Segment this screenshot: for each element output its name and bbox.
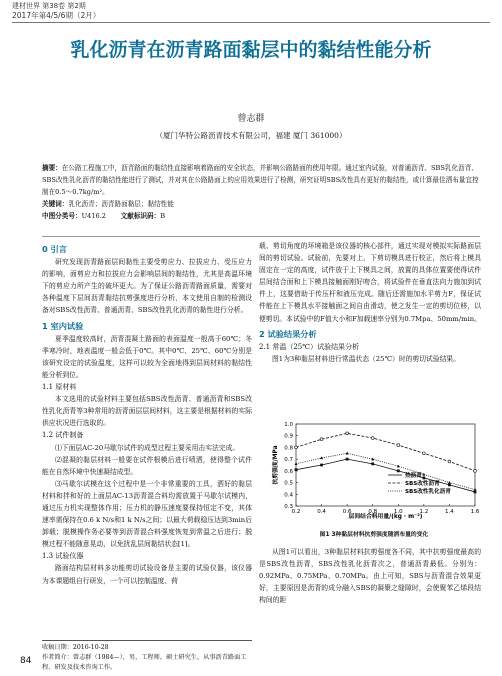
x-tick-label: 0.4 — [317, 509, 326, 515]
abstract-label: 摘要： — [42, 164, 62, 172]
x-tick-label: 1.4 — [445, 509, 454, 515]
paragraph: ⑴下面层AC-20马歇尔试件的成型过程主要采用击实法完成。 — [55, 443, 240, 452]
affiliation: （厦门华特公路沥青技术有限公司，福建 厦门 361000） — [155, 131, 347, 140]
x-tick-label: 0.8 — [368, 509, 378, 515]
paragraph: ⑶马歇尔试模在这个过程中是一个非常重要的工具，洒好的黏层材料和拌和好的上面层AC-13沥青混合料均需放置于马歇尔试模内，通过压力机实现整体作用；压力机的静压速度要保持恒定不变，其体速率需保持在0.6 k N/s和1 k N/s之间；以最大荷载稳压达到3min后卸载；脱模操作务必要等到沥青混合料强度恢复到常温之后进行；脱模过程不能随意晃动，以免扰乱层间黏结状态[1]。 — [42, 479, 252, 549]
data-point — [474, 488, 477, 491]
data-point — [448, 460, 451, 463]
data-point — [320, 464, 323, 467]
right-column — [259, 240, 481, 365]
classification: U416.2 — [81, 212, 106, 220]
y-tick-label: 0.7 — [284, 457, 293, 464]
data-point — [448, 481, 451, 484]
subsection-heading: 1.1 原材料 — [42, 383, 77, 392]
paragraph: 从图1可以看出，3种黏层材料抗剪强度各不同，其中抗剪强度最高的是SBS改性沥青，SBS改性乳化沥青次之，普通沥青最低。分别为：0.92MPa、0.75MPa、0.70MPa。由上可知，SBS与沥青混合效果更好，主要原因是沥青的成分融入SBS的凝聚之缝隙时，会使聚苯乙烯段结构间的距 — [259, 548, 481, 605]
section-heading: 2 试验结果分析 — [259, 328, 317, 339]
paragraph: 图1为3种黏层材料进行常温状态（25℃）时的剪切试验结果。 — [272, 354, 461, 363]
x-tick-label: 0.6 — [342, 509, 352, 515]
data-point — [371, 437, 374, 440]
data-point — [346, 432, 349, 435]
paragraph: 路面结构层材料多功能剪切试验设备是主要的试验仪器，该仪器为本课题组自行研发，一个可以控制温度、荷 — [42, 564, 252, 585]
legend-label: SBS改性沥青 — [405, 481, 440, 487]
keywords-label: 关键词： — [42, 200, 69, 208]
paragraph: 研究发现沥青路面层间黏性主要受剪应力、拉拔应力、受压应力的影响，面剪应力和拉拔应力会影响层间的黏结性，尤其是高温环境下的剪应力所产生的破坏更大。为了保证公路沥青路面质量，需要对各种温度下层间沥青黏结抗剪强度进行分析，本文使用自制的检测设备对SBS改性沥青、普通沥青、SBS改性乳化沥青的黏性进行分析。 — [42, 258, 252, 315]
data-point — [397, 469, 400, 472]
subsection-heading: 1.2 试件制备 — [42, 431, 84, 440]
legend-label: 热沥青 — [405, 473, 422, 479]
doc-code: B — [160, 212, 166, 220]
figure-caption: 图1 3种黏层材料抗剪强度随洒布量的变化 — [319, 532, 429, 538]
data-point — [346, 458, 349, 461]
data-point — [474, 469, 477, 472]
received-date: 收稿日期：2016-10-28 — [42, 644, 109, 651]
abstract-block — [42, 162, 480, 222]
data-point — [295, 468, 298, 471]
shear-strength-chart — [270, 420, 480, 520]
doc-code-label: 文献标识码： — [120, 212, 161, 220]
y-tick-label: 0.3 — [284, 504, 293, 510]
running-header — [12, 2, 100, 20]
issue-line: 2017年第4/5/6期（2月） — [12, 11, 101, 20]
paragraph: 本文选用的试验材料主要包括SBS改性沥青、普通沥青和SBS改性乳化沥青等3种常用的沥青面层层间材料，这主要是根据材料的实际供应状况进行选取的。 — [42, 395, 252, 428]
paragraph: 夏季温度较高时，沥青混凝土路面的表面温度一般高于60℃；冬季寒冷时，地表温度一般会低于0℃。其中0℃、25℃、60℃分别是该研究设定的试验温度，这样可以较为全面地得到层间材料的黏结性能分析到位。 — [42, 334, 252, 379]
y-tick-label: 0.8 — [284, 445, 293, 452]
left-column — [42, 240, 252, 587]
y-tick-label: 0.9 — [284, 433, 293, 440]
data-point — [320, 438, 323, 441]
journal-line: 建材世界 第38卷 第2期 — [12, 2, 86, 10]
paragraph: ⑵混凝的黏层材料一般要在试件根模后进行喷洒，使得整个试件能在自然环境中快速凝结成型。 — [42, 455, 252, 476]
y-tick-label: 0.6 — [284, 468, 293, 475]
paragraph: 载、剪切角度的环境箱是该仪器的核心部件，通过实现对模拟实际路面层间的剪切试验。试验前，先要对上、下剪切模具进行校正，然后将上模具固定在一定的高度，试件放于上下模具之间，放置的具体位置要使得试件层间结合面和上下模具接触面刚好吻合，将试验件在垂直法向力施加到试件上，这要借助于传压杆和液压完成。随后还需施加水平剪力F，保证试件能在上下模具水平接触面之间自由滑动，使之发生一定的剪切位移，以便剪切。本试验中的F值大小和F加载速率分别为0.7Mpa、50mm/min。 — [259, 242, 481, 323]
x-tick-label: 0.2 — [291, 509, 301, 515]
data-point — [397, 444, 400, 447]
abstract-text: 在公路工程施工中，沥青路面的黏结性直接影响着路面的安全状态，并影响公路路面的使用年限。通过室内试验，对普通沥青、SBS乳化沥青、SBS改性乳化沥青的黏结性能进行了测试，并对其在公路路面上的应用效果进行了检测，研究证明SBS改性具有更好的黏结性，或计算最佳洒布量宜控制在0.5～0.7kg/m²。 — [42, 164, 479, 196]
section-heading: 0 引言 — [42, 244, 67, 254]
subsection-heading: 2.1 常温（25℃）试验结果分析 — [259, 342, 360, 351]
paper-title: 乳化沥青在沥青路面黏层中的黏结性能分析 — [70, 39, 432, 61]
y-tick-label: 0.4 — [284, 492, 293, 499]
page-number: 84 — [20, 656, 32, 666]
data-point — [422, 452, 425, 455]
data-point — [295, 446, 298, 449]
right-column-bottom — [259, 546, 481, 606]
section-heading: 1 室内试验 — [42, 320, 84, 331]
x-tick-label: 1.2 — [419, 509, 429, 515]
y-tick-label: 0.5 — [284, 480, 293, 487]
author: 曾志群 — [237, 114, 265, 124]
classification-label: 中图分类号： — [42, 212, 82, 220]
data-point — [474, 491, 477, 494]
y-tick-label: 1.0 — [284, 422, 293, 428]
keywords: 乳化沥青；沥青路面黏层；黏结性能 — [68, 200, 174, 208]
data-point — [295, 462, 298, 465]
footnote — [42, 640, 252, 673]
x-tick-label: 1.0 — [393, 509, 403, 515]
header-rule — [12, 22, 490, 23]
subsection-heading: 1.3 试验仪器 — [42, 552, 84, 561]
data-point — [448, 484, 451, 487]
author-bio: 作者简介：曾志群（1984—），男，工程师，硕士研究生，从事沥青路面工程、研发及技术咨询工作。 — [42, 654, 247, 671]
x-tick-label: 1.6 — [470, 509, 480, 515]
data-point — [422, 476, 425, 479]
data-point — [371, 462, 374, 465]
y-axis-label: 抗剪强度/MPa — [273, 445, 279, 485]
x-axis-label: 层间结合料用量/(kg · m⁻²) — [348, 514, 423, 520]
legend-label: SBS改性乳化沥青 — [405, 489, 451, 495]
abstract-rule — [42, 236, 480, 237]
